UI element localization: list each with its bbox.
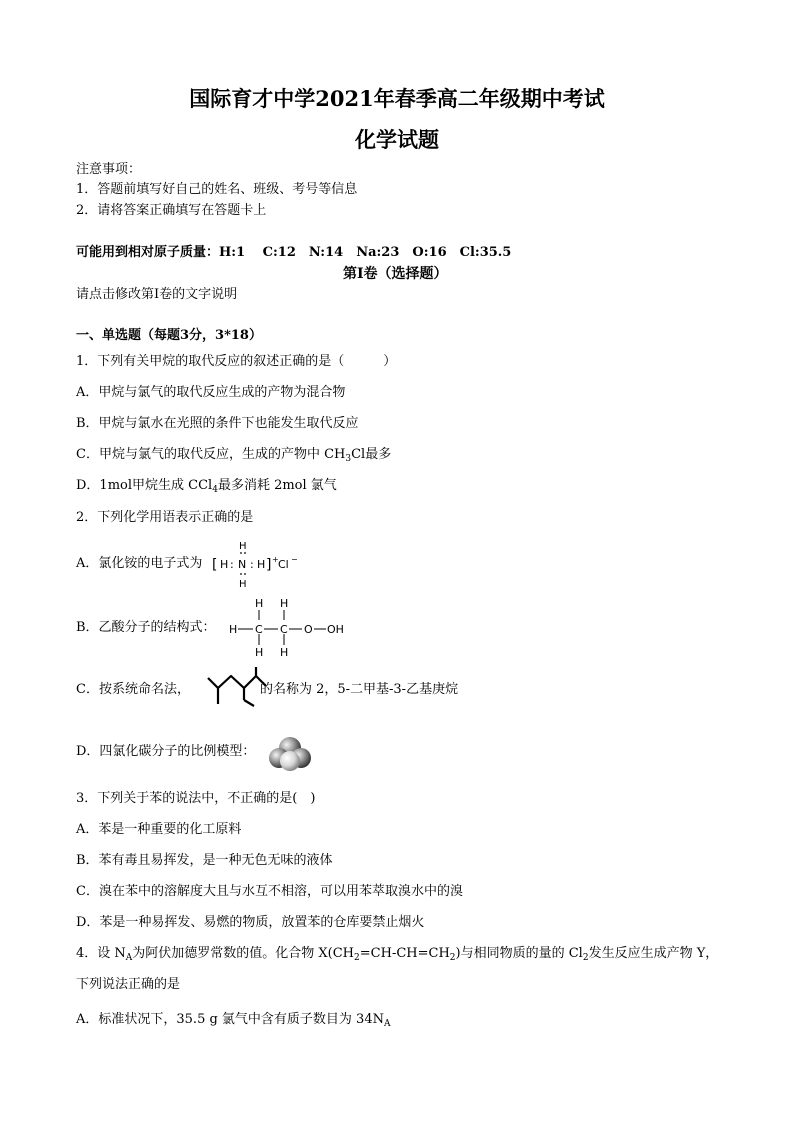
part1-heading: 第I卷（选择题） — [343, 266, 448, 282]
q2-option-d: D．四氯化碳分子的比例模型： — [76, 744, 256, 759]
q4-sub-2: 2 — [354, 953, 360, 963]
exam-title: 国际育才中学2021年春季高二年级期中考试 — [189, 86, 605, 111]
part1-hint: 请点击修改第I卷的文字说明 — [76, 287, 238, 302]
q2-stem: 2．下列化学用语表示正确的是 — [76, 510, 254, 525]
q4-option-a — [76, 1012, 390, 1028]
acetic-o: O — [304, 623, 313, 636]
ccl4-space-filling-model — [268, 732, 312, 774]
q1-option-c-tail: Cl最多 — [351, 447, 392, 462]
q4-text-2: 为阿伏加德罗常数的值。化合物 X(CH — [132, 946, 355, 961]
acetic-acid-structural-formula — [226, 596, 356, 660]
acetic-c2: C — [280, 623, 288, 636]
q1-option-d — [76, 478, 337, 494]
q4-sub-1: A — [125, 953, 133, 963]
nh4-colon-left: : — [230, 558, 234, 571]
q4-text-1: 4．设 N — [76, 946, 126, 961]
ammonium-chloride-electron-formula — [210, 538, 320, 590]
notes-item-2: 2．请将答案正确填写在答题卡上 — [76, 203, 267, 218]
q4-sub-3: 2 — [449, 953, 456, 963]
nh4-h-right: H — [257, 558, 266, 571]
exam-subtitle: 化学试题 — [355, 127, 439, 152]
q4-stem-line-2: 下列说法正确的是 — [76, 977, 181, 992]
atomic-masses: 可能用到相对原子质量：H:1 C:12 N:14 Na:23 O:16 Cl:35.5 — [76, 245, 512, 260]
q1-option-d-text: D．1mol甲烷生成 CCl — [76, 478, 213, 493]
notes-heading: 注意事项： — [76, 162, 142, 177]
q1-option-b: B．甲烷与氯水在光照的条件下也能发生取代反应 — [76, 416, 359, 431]
q4-option-a-text: A．标准状况下，35.5 g 氯气中含有质子数目为 34N — [76, 1012, 384, 1027]
q4-text-3: =CH-CH=CH — [359, 946, 450, 961]
q3-option-a: A．苯是一种重要的化工原料 — [76, 822, 242, 837]
nh4-h-left: H — [220, 558, 229, 571]
q3-option-c: C．溴在苯中的溶解度大且与水互不相溶，可以用苯萃取溴水中的溴 — [76, 884, 463, 899]
nh4-colon-right: : — [250, 558, 254, 571]
acetic-oh: OH — [327, 623, 344, 636]
q2-option-c-tail: 的名称为 2，5-二甲基-3-乙基庚烷 — [259, 682, 459, 697]
q4-option-a-sub: A — [383, 1019, 391, 1029]
q3-option-d: D．苯是一种易挥发、易燃的物质，放置苯的仓库要禁止烟火 — [76, 915, 425, 930]
nh4-h-top: H — [239, 541, 247, 552]
q1-option-c-sub: 3 — [345, 454, 352, 464]
acetic-h-top-1: H — [255, 597, 264, 610]
q1-option-a: A．甲烷与氯气的取代反应生成的产物为混合物 — [76, 385, 346, 400]
acetic-c1: C — [255, 623, 263, 636]
section1-heading: 一、单选题（每题3分，3*18） — [76, 328, 262, 343]
q4-sub-4: 2 — [582, 953, 589, 963]
q1-option-c-text: C．甲烷与氯气的取代反应，生成的产物中 CH — [76, 447, 346, 462]
q1-stem: 1．下列有关甲烷的取代反应的叙述正确的是（ ） — [76, 354, 397, 369]
nh4-nitrogen: N — [238, 558, 247, 571]
acetic-h-left: H — [229, 623, 238, 636]
q3-option-b: B．苯有毒且易挥发，是一种无色无味的液体 — [76, 853, 333, 868]
q1-option-d-sub: 4 — [212, 485, 218, 495]
q2-option-c-text: C．按系统命名法， — [76, 682, 190, 697]
q4-stem — [76, 946, 718, 962]
charge-plus: + — [272, 555, 279, 564]
charge-minus: − — [291, 555, 298, 564]
chloride-symbol: Cl — [278, 558, 289, 571]
acetic-h-bottom-2: H — [280, 646, 289, 659]
q4-text-4: )与相同物质的量的 Cl — [455, 946, 583, 961]
bracket-open: [ — [212, 557, 218, 573]
q3-stem: 3．下列关于苯的说法中，不正确的是( ) — [76, 791, 316, 806]
q1-option-d-tail: 最多消耗 2mol 氯气 — [217, 478, 337, 493]
q1-option-c — [76, 447, 391, 463]
acetic-h-top-2: H — [280, 597, 289, 610]
acetic-h-bottom-1: H — [255, 646, 264, 659]
q4-text-5: 发生反应生成产物 Y， — [588, 946, 719, 961]
nh4-h-bottom: H — [239, 579, 247, 590]
q2-option-a: A．氯化铵的电子式为 — [76, 556, 203, 571]
bracket-close: ] — [266, 557, 272, 573]
q2-option-b: B．乙酸分子的结构式： — [76, 620, 216, 635]
notes-item-1: 1．答题前填写好自己的姓名、班级、考号等信息 — [76, 182, 358, 197]
skeletal-formula-heptane — [204, 664, 270, 710]
